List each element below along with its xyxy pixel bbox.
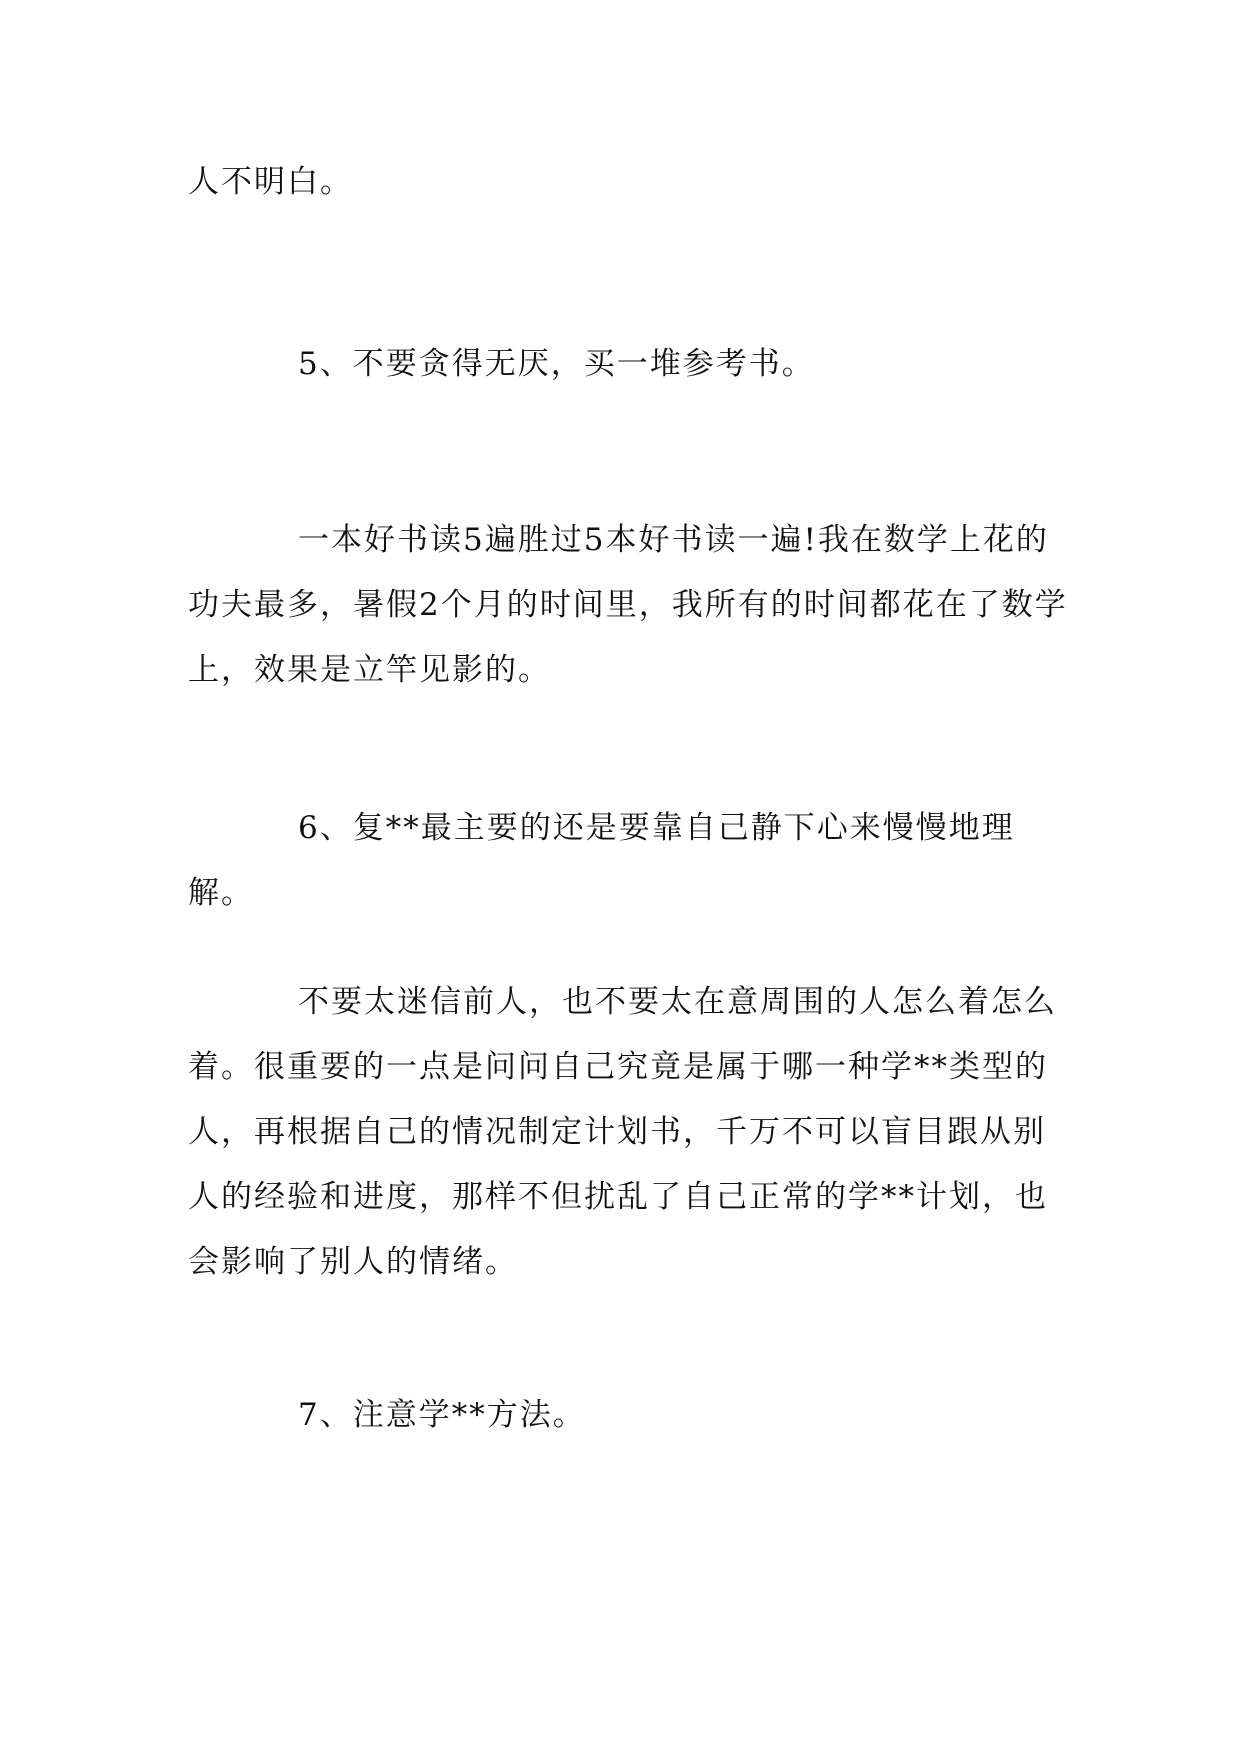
paragraph-item-6-body: 不要太迷信前人，也不要太在意周围的人怎么着怎么着。很重要的一点是问问自己究竟是属于哪一种学**类型的人，再根据自己的情况制定计划书，千万不可以盲目跟从别人的经验和进度，那样不但扰乱了自己正常的学**计划，也会影响了别人的情绪。 — [188, 984, 1057, 1280]
paragraph-item-7-heading: 7、注意学**方法。 — [298, 1397, 586, 1433]
paragraph-continuation: 人不明白。 — [188, 164, 353, 200]
paragraph-item-5-body: 一本好书读5遍胜过5本好书读一遍!我在数学上花的功夫最多，暑假2个月的时间里，我所有的时间都花在了数学上，效果是立竿见影的。 — [188, 522, 1068, 688]
paragraph-item-6-heading: 6、复**最主要的还是要靠自己静下心来慢慢地理解。 — [188, 810, 1015, 911]
paragraph-item-5-heading: 5、不要贪得无厌，买一堆参考书。 — [298, 346, 815, 382]
